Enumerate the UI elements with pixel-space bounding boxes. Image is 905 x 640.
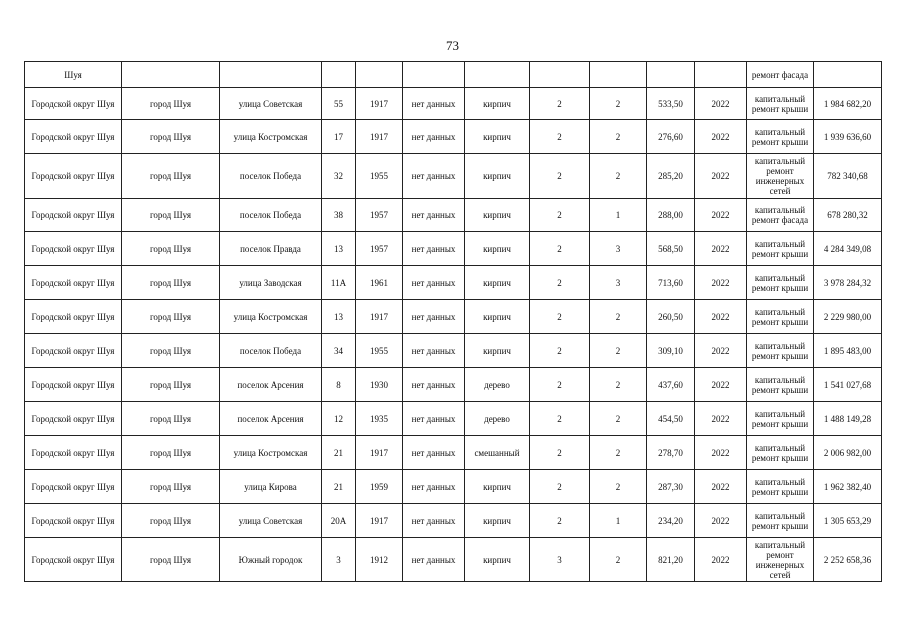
table-row [25, 62, 882, 88]
settlement-cell: город Шуя [122, 402, 220, 436]
street-cell: Южный городок [220, 538, 322, 582]
municipality-cell: Городской округ Шуя [25, 470, 122, 504]
survey-year-cell: нет данных [403, 368, 465, 402]
survey-year-cell: нет данных [403, 199, 465, 232]
municipality-cell: Городской округ Шуя [25, 154, 122, 199]
wall-material-cell: кирпич [465, 120, 530, 154]
street-cell: поселок Арсения [220, 402, 322, 436]
plan-year-cell: 2022 [695, 538, 747, 582]
build-year-cell: 1912 [356, 538, 403, 582]
area-cell [647, 62, 695, 88]
floors-cell [530, 62, 590, 88]
area-cell: 287,30 [647, 470, 695, 504]
plan-year-cell: 2022 [695, 334, 747, 368]
survey-year-cell [403, 62, 465, 88]
registry-table [24, 61, 882, 582]
entrances-cell: 2 [590, 120, 647, 154]
entrances-cell [590, 62, 647, 88]
entrances-cell: 2 [590, 436, 647, 470]
wall-material-cell: смешанный [465, 436, 530, 470]
entrances-cell: 2 [590, 402, 647, 436]
entrances-cell: 2 [590, 538, 647, 582]
cost-cell: 2 252 658,36 [814, 538, 882, 582]
work-type-cell: капитальный ремонт инженерных сетей [747, 538, 814, 582]
table-row [25, 88, 882, 120]
settlement-cell: город Шуя [122, 120, 220, 154]
plan-year-cell: 2022 [695, 300, 747, 334]
house-number-cell: 20А [322, 504, 356, 538]
work-type-cell: капитальный ремонт крыши [747, 88, 814, 120]
floors-cell: 2 [530, 232, 590, 266]
wall-material-cell [465, 62, 530, 88]
house-number-cell: 21 [322, 436, 356, 470]
survey-year-cell: нет данных [403, 402, 465, 436]
area-cell: 234,20 [647, 504, 695, 538]
work-type-cell: капитальный ремонт крыши [747, 120, 814, 154]
house-number-cell: 34 [322, 334, 356, 368]
survey-year-cell: нет данных [403, 88, 465, 120]
plan-year-cell: 2022 [695, 504, 747, 538]
settlement-cell: город Шуя [122, 470, 220, 504]
wall-material-cell: кирпич [465, 232, 530, 266]
settlement-cell: город Шуя [122, 538, 220, 582]
build-year-cell: 1935 [356, 402, 403, 436]
settlement-cell: город Шуя [122, 232, 220, 266]
settlement-cell: город Шуя [122, 300, 220, 334]
cost-cell: 1 939 636,60 [814, 120, 882, 154]
area-cell: 260,50 [647, 300, 695, 334]
cost-cell: 1 895 483,00 [814, 334, 882, 368]
area-cell: 713,60 [647, 266, 695, 300]
work-type-cell: ремонт фасада [747, 62, 814, 88]
survey-year-cell: нет данных [403, 120, 465, 154]
plan-year-cell: 2022 [695, 470, 747, 504]
plan-year-cell [695, 62, 747, 88]
cost-cell: 678 280,32 [814, 199, 882, 232]
build-year-cell [356, 62, 403, 88]
floors-cell: 2 [530, 120, 590, 154]
build-year-cell: 1917 [356, 300, 403, 334]
house-number-cell: 55 [322, 88, 356, 120]
area-cell: 288,00 [647, 199, 695, 232]
table-row [25, 232, 882, 266]
build-year-cell: 1957 [356, 232, 403, 266]
build-year-cell: 1955 [356, 154, 403, 199]
settlement-cell: город Шуя [122, 368, 220, 402]
area-cell: 454,50 [647, 402, 695, 436]
work-type-cell: капитальный ремонт крыши [747, 504, 814, 538]
area-cell: 568,50 [647, 232, 695, 266]
floors-cell: 2 [530, 154, 590, 199]
house-number-cell: 3 [322, 538, 356, 582]
entrances-cell: 1 [590, 504, 647, 538]
build-year-cell: 1917 [356, 436, 403, 470]
table-row [25, 300, 882, 334]
street-cell: улица Советская [220, 88, 322, 120]
table-row [25, 470, 882, 504]
survey-year-cell: нет данных [403, 300, 465, 334]
house-number-cell: 17 [322, 120, 356, 154]
floors-cell: 2 [530, 88, 590, 120]
floors-cell: 2 [530, 266, 590, 300]
cost-cell: 1 984 682,20 [814, 88, 882, 120]
cost-cell: 1 488 149,28 [814, 402, 882, 436]
table-row [25, 402, 882, 436]
survey-year-cell: нет данных [403, 504, 465, 538]
entrances-cell: 3 [590, 266, 647, 300]
entrances-cell: 3 [590, 232, 647, 266]
street-cell: поселок Победа [220, 334, 322, 368]
work-type-cell: капитальный ремонт крыши [747, 436, 814, 470]
work-type-cell: капитальный ремонт фасада [747, 199, 814, 232]
cost-cell: 2 229 980,00 [814, 300, 882, 334]
municipality-cell: Городской округ Шуя [25, 504, 122, 538]
floors-cell: 2 [530, 436, 590, 470]
cost-cell: 3 978 284,32 [814, 266, 882, 300]
table-row [25, 368, 882, 402]
wall-material-cell: кирпич [465, 300, 530, 334]
table-body [25, 62, 882, 582]
wall-material-cell: кирпич [465, 199, 530, 232]
house-number-cell: 12 [322, 402, 356, 436]
area-cell: 278,70 [647, 436, 695, 470]
wall-material-cell: дерево [465, 402, 530, 436]
settlement-cell: город Шуя [122, 88, 220, 120]
wall-material-cell: кирпич [465, 334, 530, 368]
survey-year-cell: нет данных [403, 154, 465, 199]
area-cell: 821,20 [647, 538, 695, 582]
table-row [25, 199, 882, 232]
municipality-cell: Городской округ Шуя [25, 266, 122, 300]
entrances-cell: 2 [590, 154, 647, 199]
wall-material-cell: дерево [465, 368, 530, 402]
house-number-cell: 38 [322, 199, 356, 232]
work-type-cell: капитальный ремонт крыши [747, 266, 814, 300]
wall-material-cell: кирпич [465, 538, 530, 582]
settlement-cell: город Шуя [122, 504, 220, 538]
build-year-cell: 1957 [356, 199, 403, 232]
house-number-cell: 13 [322, 232, 356, 266]
floors-cell: 2 [530, 504, 590, 538]
house-number-cell [322, 62, 356, 88]
entrances-cell: 2 [590, 470, 647, 504]
cost-cell: 1 541 027,68 [814, 368, 882, 402]
street-cell: улица Заводская [220, 266, 322, 300]
plan-year-cell: 2022 [695, 88, 747, 120]
cost-cell: 1 962 382,40 [814, 470, 882, 504]
plan-year-cell: 2022 [695, 232, 747, 266]
cost-cell: 782 340,68 [814, 154, 882, 199]
area-cell: 309,10 [647, 334, 695, 368]
cost-cell: 1 305 653,29 [814, 504, 882, 538]
house-number-cell: 8 [322, 368, 356, 402]
area-cell: 276,60 [647, 120, 695, 154]
street-cell: улица Костромская [220, 300, 322, 334]
build-year-cell: 1961 [356, 266, 403, 300]
entrances-cell: 2 [590, 300, 647, 334]
floors-cell: 2 [530, 368, 590, 402]
municipality-cell: Городской округ Шуя [25, 334, 122, 368]
entrances-cell: 1 [590, 199, 647, 232]
plan-year-cell: 2022 [695, 266, 747, 300]
plan-year-cell: 2022 [695, 154, 747, 199]
street-cell [220, 62, 322, 88]
house-number-cell: 13 [322, 300, 356, 334]
street-cell: поселок Арсения [220, 368, 322, 402]
municipality-cell: Городской округ Шуя [25, 232, 122, 266]
table-row [25, 120, 882, 154]
build-year-cell: 1955 [356, 334, 403, 368]
work-type-cell: капитальный ремонт крыши [747, 402, 814, 436]
plan-year-cell: 2022 [695, 368, 747, 402]
build-year-cell: 1917 [356, 120, 403, 154]
house-number-cell: 32 [322, 154, 356, 199]
house-number-cell: 11А [322, 266, 356, 300]
settlement-cell: город Шуя [122, 154, 220, 199]
settlement-cell: город Шуя [122, 266, 220, 300]
plan-year-cell: 2022 [695, 402, 747, 436]
survey-year-cell: нет данных [403, 538, 465, 582]
floors-cell: 2 [530, 300, 590, 334]
entrances-cell: 2 [590, 334, 647, 368]
survey-year-cell: нет данных [403, 436, 465, 470]
survey-year-cell: нет данных [403, 334, 465, 368]
work-type-cell: капитальный ремонт крыши [747, 334, 814, 368]
work-type-cell: капитальный ремонт инженерных сетей [747, 154, 814, 199]
floors-cell: 2 [530, 334, 590, 368]
settlement-cell [122, 62, 220, 88]
street-cell: поселок Победа [220, 199, 322, 232]
cost-cell: 2 006 982,00 [814, 436, 882, 470]
municipality-cell: Городской округ Шуя [25, 88, 122, 120]
cost-cell [814, 62, 882, 88]
wall-material-cell: кирпич [465, 266, 530, 300]
table-row [25, 334, 882, 368]
table-row [25, 504, 882, 538]
wall-material-cell: кирпич [465, 470, 530, 504]
table-row [25, 154, 882, 199]
municipality-cell: Городской округ Шуя [25, 368, 122, 402]
settlement-cell: город Шуя [122, 436, 220, 470]
wall-material-cell: кирпич [465, 504, 530, 538]
entrances-cell: 2 [590, 368, 647, 402]
wall-material-cell: кирпич [465, 88, 530, 120]
area-cell: 437,60 [647, 368, 695, 402]
work-type-cell: капитальный ремонт крыши [747, 232, 814, 266]
entrances-cell: 2 [590, 88, 647, 120]
build-year-cell: 1930 [356, 368, 403, 402]
municipality-cell: Городской округ Шуя [25, 120, 122, 154]
floors-cell: 2 [530, 199, 590, 232]
table-row [25, 436, 882, 470]
area-cell: 285,20 [647, 154, 695, 199]
plan-year-cell: 2022 [695, 436, 747, 470]
work-type-cell: капитальный ремонт крыши [747, 368, 814, 402]
survey-year-cell: нет данных [403, 266, 465, 300]
street-cell: улица Кирова [220, 470, 322, 504]
street-cell: поселок Правда [220, 232, 322, 266]
survey-year-cell: нет данных [403, 470, 465, 504]
wall-material-cell: кирпич [465, 154, 530, 199]
survey-year-cell: нет данных [403, 232, 465, 266]
build-year-cell: 1917 [356, 504, 403, 538]
municipality-cell: Городской округ Шуя [25, 199, 122, 232]
street-cell: улица Костромская [220, 436, 322, 470]
floors-cell: 2 [530, 402, 590, 436]
plan-year-cell: 2022 [695, 120, 747, 154]
street-cell: улица Костромская [220, 120, 322, 154]
settlement-cell: город Шуя [122, 334, 220, 368]
build-year-cell: 1917 [356, 88, 403, 120]
table-row [25, 266, 882, 300]
municipality-cell: Городской округ Шуя [25, 402, 122, 436]
street-cell: улица Советская [220, 504, 322, 538]
street-cell: поселок Победа [220, 154, 322, 199]
cost-cell: 4 284 349,08 [814, 232, 882, 266]
work-type-cell: капитальный ремонт крыши [747, 470, 814, 504]
municipality-cell: Городской округ Шуя [25, 436, 122, 470]
settlement-cell: город Шуя [122, 199, 220, 232]
house-number-cell: 21 [322, 470, 356, 504]
municipality-cell: Городской округ Шуя [25, 538, 122, 582]
floors-cell: 3 [530, 538, 590, 582]
municipality-cell: Городской округ Шуя [25, 300, 122, 334]
table-row [25, 538, 882, 582]
floors-cell: 2 [530, 470, 590, 504]
plan-year-cell: 2022 [695, 199, 747, 232]
page-number: 73 [446, 38, 459, 53]
area-cell: 533,50 [647, 88, 695, 120]
municipality-cell: Шуя [25, 62, 122, 88]
work-type-cell: капитальный ремонт крыши [747, 300, 814, 334]
build-year-cell: 1959 [356, 470, 403, 504]
